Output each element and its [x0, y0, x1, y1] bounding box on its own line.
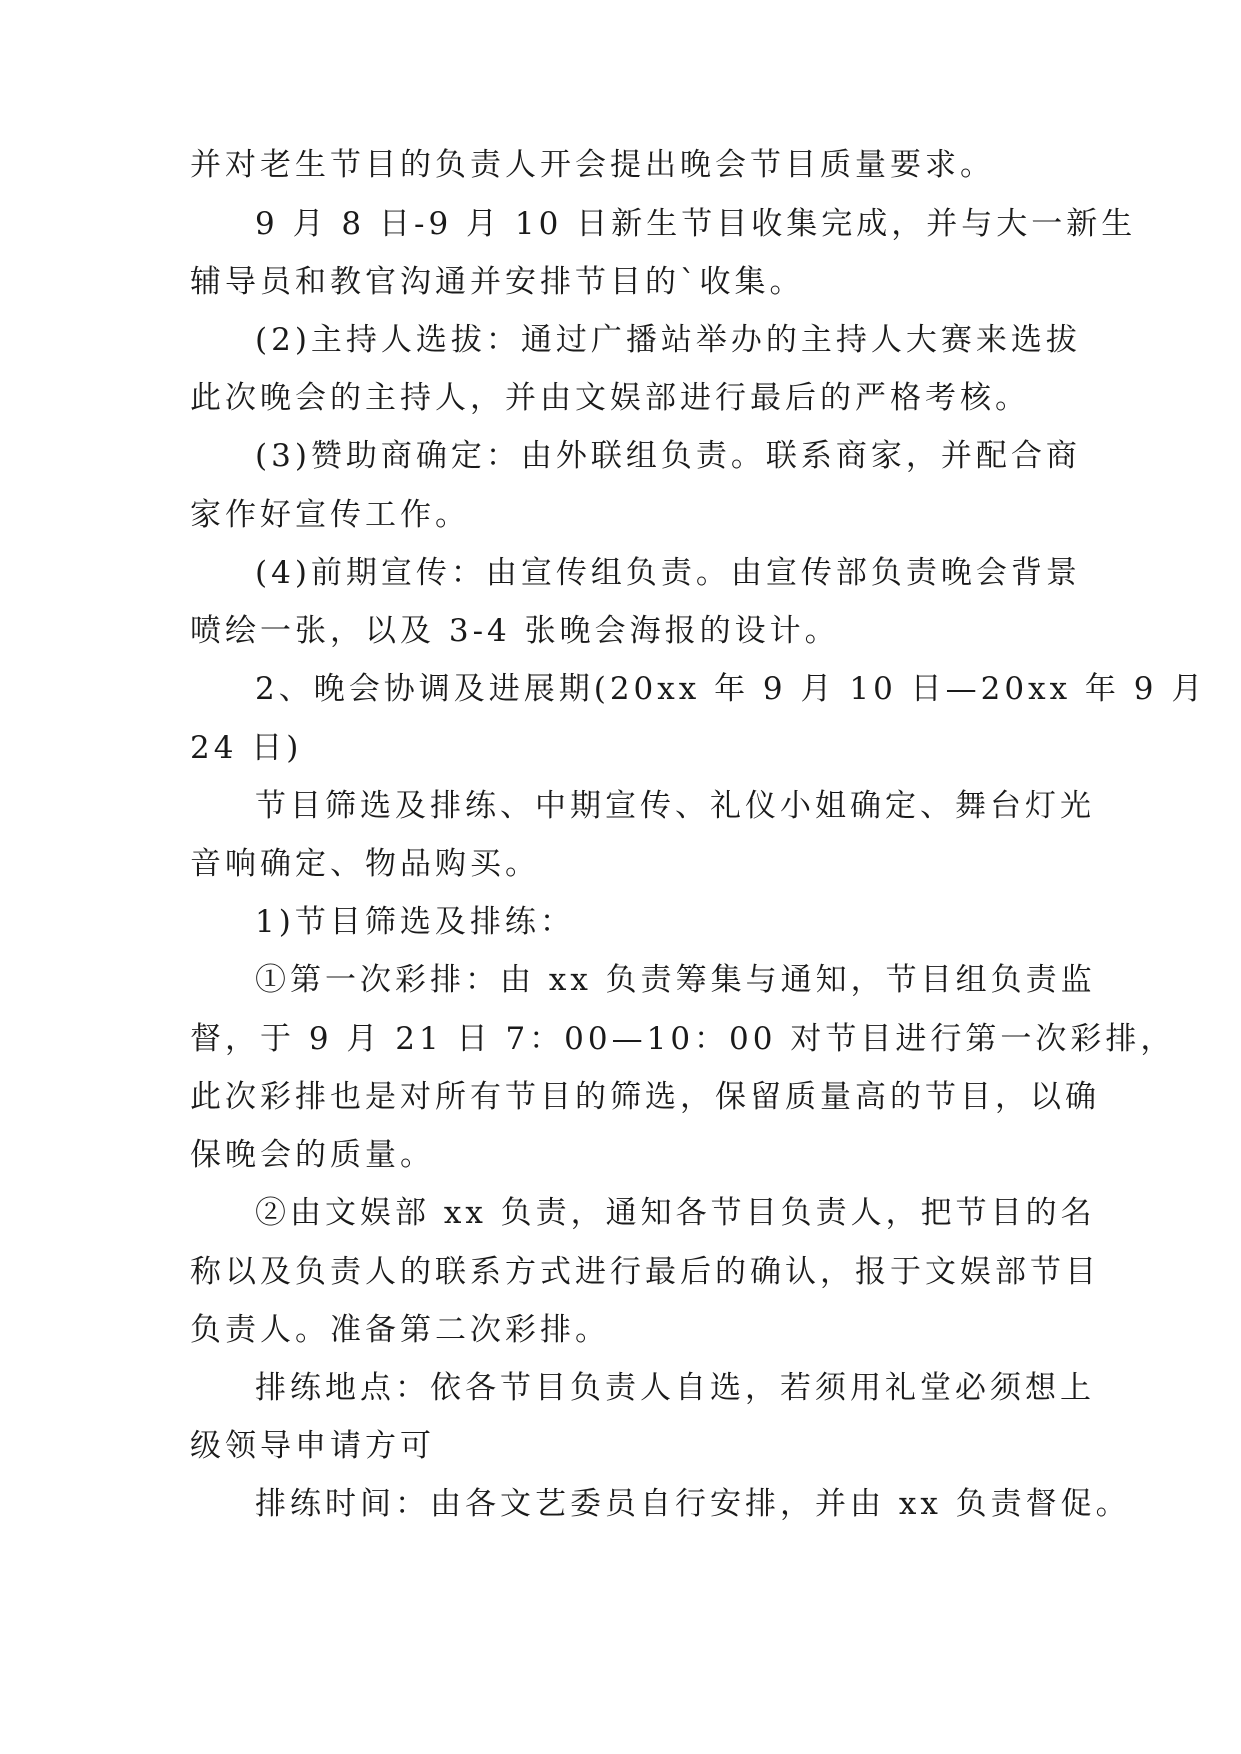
text-line: 排练时间：由各文艺委员自行安排，并由 xx 负责督促。: [255, 1486, 1131, 1522]
text-line: (4)前期宣传：由宣传组负责。由宣传部负责晚会背景: [255, 555, 1081, 591]
text-line: 负责人。准备第二次彩排。: [190, 1312, 610, 1348]
text-line: 级领导申请方可: [190, 1428, 435, 1464]
text-line: ①第一次彩排：由 xx 负责筹集与通知，节目组负责监: [255, 962, 1096, 998]
text-line: 并对老生节目的负责人开会提出晚会节目质量要求。: [190, 147, 995, 183]
text-line: 家作好宣传工作。: [190, 497, 470, 533]
text-line: 2、晚会协调及进展期(20xx 年 9 月 10 日—20xx 年 9 月: [255, 671, 1207, 707]
text-line: ②由文娱部 xx 负责，通知各节目负责人，把节目的名: [255, 1195, 1096, 1231]
text-line: 称以及负责人的联系方式进行最后的确认，报于文娱部节目: [190, 1254, 1100, 1290]
text-line: 喷绘一张，以及 3-4 张晚会海报的设计。: [190, 613, 840, 649]
text-line: 此次晚会的主持人，并由文娱部进行最后的严格考核。: [190, 380, 1030, 416]
text-line: (3)赞助商确定：由外联组负责。联系商家，并配合商: [255, 438, 1081, 474]
text-line: (2)主持人选拔：通过广播站举办的主持人大赛来选拔: [255, 322, 1081, 358]
text-line: 此次彩排也是对所有节目的筛选，保留质量高的节目，以确: [190, 1079, 1100, 1115]
text-line: 辅导员和教官沟通并安排节目的`收集。: [190, 264, 805, 300]
text-line: 保晚会的质量。: [190, 1137, 435, 1173]
text-line: 音响确定、物品购买。: [190, 846, 540, 882]
text-line: 排练地点：依各节目负责人自选，若须用礼堂必须想上: [255, 1370, 1095, 1406]
text-line: 1)节目筛选及排练：: [255, 904, 575, 940]
text-line: 24 日): [190, 730, 303, 766]
text-line: 9 月 8 日-9 月 10 日新生节目收集完成，并与大一新生: [255, 206, 1137, 242]
text-line: 督，于 9 月 21 日 7：00—10：00 对节目进行第一次彩排，: [190, 1021, 1176, 1057]
text-line: 节目筛选及排练、中期宣传、礼仪小姐确定、舞台灯光: [255, 788, 1095, 824]
